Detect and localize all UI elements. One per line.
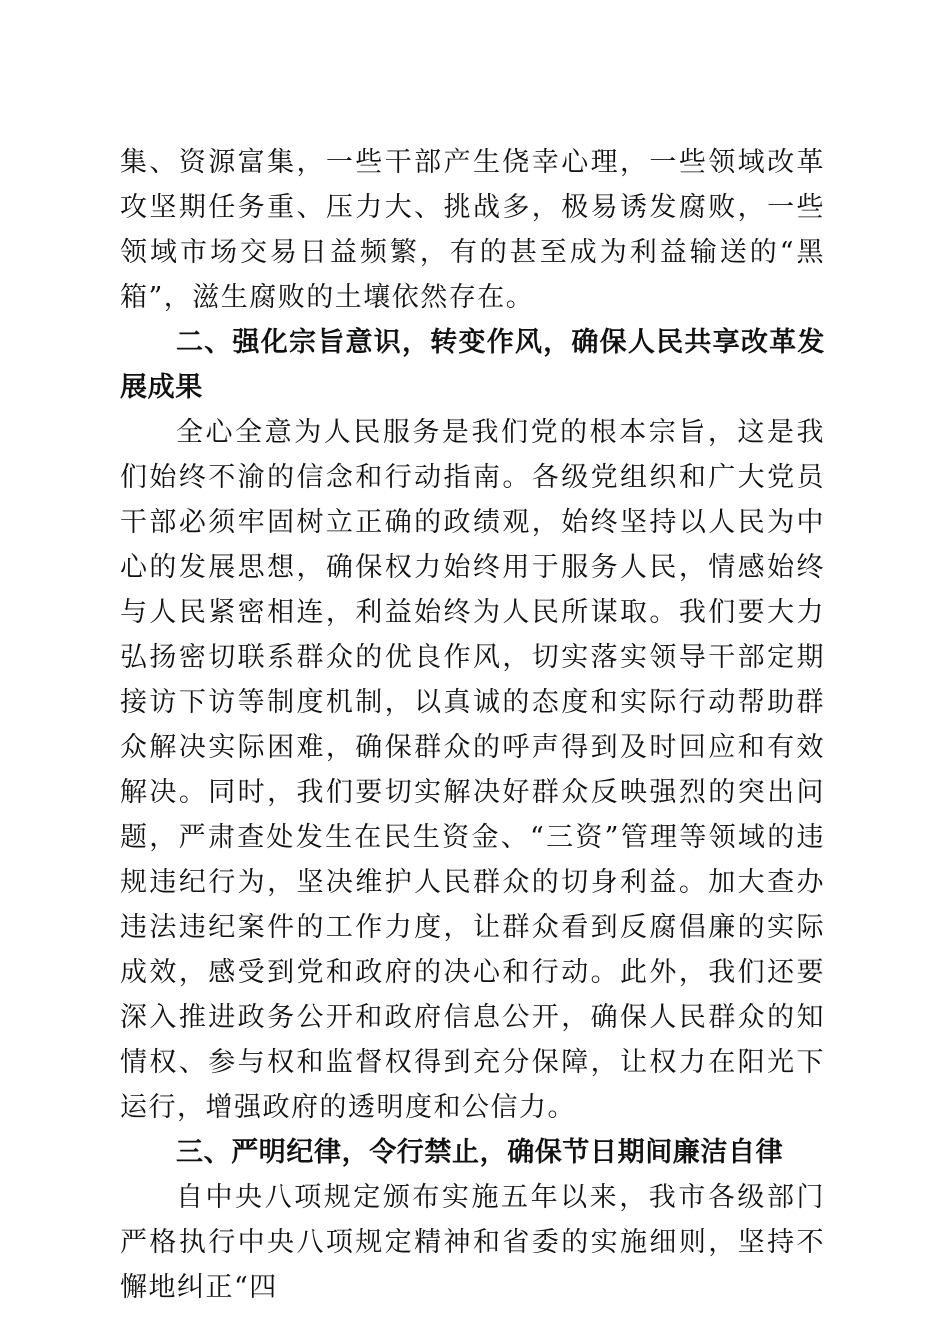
section-heading-two: 二、强化宗旨意识，转变作风，确保人民共享改革发展成果 [120,327,825,403]
paragraph-eight-rules: 自中央八项规定颁布实施五年以来，我市各级部门严格执行中央八项规定精神和省委的实施细则，坚持不懈地纠正“四 [120,1182,825,1303]
section-heading-three: 三、严明纪律，令行禁止，确保节日期间廉洁自律 [176,1137,784,1168]
document-body [120,140,825,1310]
paragraph-continued-intro: 集、资源富集，一些干部产生侥幸心理，一些领域改革攻坚期任务重、压力大、挑战多，极易诱发腐败，一些领域市场交易日益频繁，有的甚至成为利益输送的“黑箱”，滋生腐败的土壤依然存在。 [120,147,825,313]
paragraph-serve-people: 全心全意为人民服务是我们党的根本宗旨，这是我们始终不渝的信念和行动指南。各级党组织和广大党员干部必须牢固树立正确的政绩观，始终坚持以人民为中心的发展思想，确保权力始终用于服务人民，情感始终与人民紧密相连，利益始终为人民所谋取。我们要大力弘扬密切联系群众的优良作风，切实落实领导干部定期接访下访等制度机制，以真诚的态度和实际行动帮助群众解决实际困难，确保群众的呼声得到及时回应和有效解决。同时，我们要切实解决好群众反映强烈的突出问题，严肃查处发生在民生资金、“三资”管理等领域的违规违纪行为，坚决维护人民群众的切身利益。加大查办违法违纪案件的工作力度，让群众看到反腐倡廉的实际成效，感受到党和政府的决心和行动。此外，我们还要深入推进政务公开和政府信息公开，确保人民群众的知情权、参与权和监督权得到充分保障，让权力在阳光下运行，增强政府的透明度和公信力。 [120,417,825,1123]
